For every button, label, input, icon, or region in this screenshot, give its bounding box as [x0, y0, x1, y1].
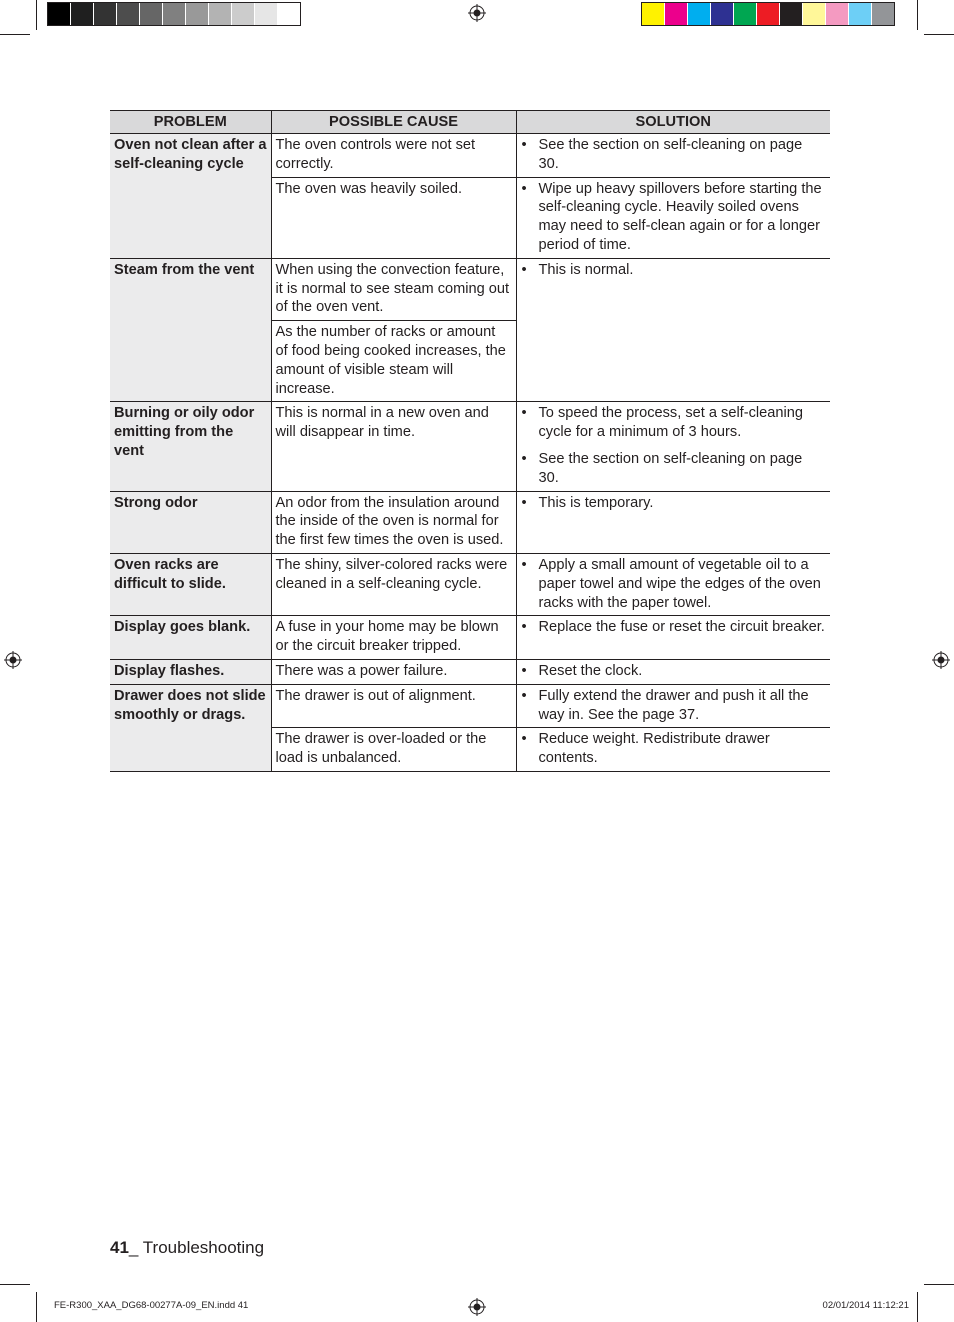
table-row [110, 553, 830, 615]
solution-cell [516, 491, 830, 553]
solution-bullet [521, 494, 827, 513]
registration-mark-icon [932, 651, 950, 669]
solution-text: Wipe up heavy spillovers before starting the self-cleaning cycle. Heavily soiled ovens may need to self-clean again or for a longer period of time. [538, 180, 822, 253]
bullet-icon: • [521, 494, 527, 511]
color-swatch [140, 3, 163, 25]
print-slug-timestamp: 02/01/2014 11:12:21 [822, 1300, 909, 1311]
solution-cell [516, 402, 830, 491]
solution-text: Replace the fuse or reset the circuit breaker. [538, 619, 825, 636]
color-swatch [826, 3, 849, 25]
solution-bullet [521, 404, 827, 442]
table-row [110, 659, 830, 684]
cause-cell: An odor from the insulation around the inside of the oven is normal for the first few times the oven is used. [271, 491, 516, 553]
bullet-icon: • [521, 687, 527, 704]
color-swatch [48, 3, 71, 25]
table-row [110, 616, 830, 660]
solution-bullet [521, 136, 827, 174]
bullet-icon: • [521, 450, 527, 467]
bullet-icon: • [521, 662, 527, 679]
color-swatch [780, 3, 803, 25]
solution-text: See the section on self-cleaning on page 30. [538, 450, 803, 486]
solution-cell [516, 728, 830, 772]
problem-cell: Steam from the vent [110, 258, 271, 402]
solution-cell [516, 553, 830, 615]
cause-cell: The drawer is over-loaded or the load is unbalanced. [271, 728, 516, 772]
solution-bullet [521, 450, 827, 488]
table-row [110, 402, 830, 491]
cause-cell: The oven was heavily soiled. [271, 177, 516, 258]
table-row [110, 684, 830, 728]
crop-mark [917, 0, 918, 30]
color-bar-grayscale [47, 2, 301, 26]
crop-mark [36, 0, 37, 30]
header-problem: PROBLEM [110, 111, 271, 134]
table-row [110, 491, 830, 553]
color-swatch [803, 3, 826, 25]
registration-mark-icon [4, 651, 22, 669]
page-footer [110, 1238, 264, 1258]
table-row [110, 258, 830, 320]
problem-cell: Oven racks are difficult to slide. [110, 553, 271, 615]
color-swatch [734, 3, 757, 25]
cause-cell: As the number of racks or amount of food being cooked increases, the amount of visible steam will increase. [271, 321, 516, 402]
solution-bullet [521, 556, 827, 612]
header-solution: SOLUTION [516, 111, 830, 134]
bullet-icon: • [521, 405, 527, 422]
problem-cell: Display flashes. [110, 659, 271, 684]
solution-text: Fully extend the drawer and push it all the way in. See the page 37. [538, 687, 809, 723]
cause-cell: When using the convection feature, it is normal to see steam coming out of the oven vent. [271, 258, 516, 320]
solution-text: Reset the clock. [538, 662, 643, 679]
color-swatch [665, 3, 688, 25]
section-name: _ Troubleshooting [128, 1238, 265, 1257]
cause-cell: The oven controls were not set correctly. [271, 134, 516, 178]
bullet-icon: • [521, 556, 527, 573]
print-slug-filename: FE-R300_XAA_DG68-00277A-09_EN.indd 41 [54, 1300, 249, 1311]
header-possible-cause: POSSIBLE CAUSE [271, 111, 516, 134]
bullet-icon: • [521, 137, 527, 153]
solution-text: Reduce weight. Redistribute drawer contents. [538, 731, 770, 767]
crop-mark [0, 1284, 30, 1285]
crop-mark [924, 34, 954, 35]
bullet-icon: • [521, 261, 527, 278]
problem-cell: Oven not clean after a self-cleaning cycle [110, 134, 271, 259]
table-row [110, 134, 830, 178]
bullet-icon: • [521, 731, 527, 748]
color-swatch [642, 3, 665, 25]
crop-mark [0, 34, 30, 35]
registration-mark-icon [468, 1298, 486, 1316]
problem-cell: Drawer does not slide smoothly or drags. [110, 684, 271, 771]
solution-text: Apply a small amount of vegetable oil to a paper towel and wipe the edges of the oven racks with the paper towel. [538, 556, 821, 611]
solution-text: To speed the process, set a self-cleaning cycle for a minimum of 3 hours. [538, 405, 803, 441]
solution-bullet [521, 687, 827, 725]
solution-text: This is normal. [538, 261, 634, 278]
color-swatch [163, 3, 186, 25]
color-swatch [232, 3, 255, 25]
color-swatch [688, 3, 711, 25]
color-swatch [209, 3, 232, 25]
solution-bullet [521, 261, 827, 280]
cause-cell: A fuse in your home may be blown or the circuit breaker tripped. [271, 616, 516, 660]
crop-mark [917, 1292, 918, 1322]
solution-text: See the section on self-cleaning on page 30. [538, 137, 803, 172]
solution-bullet [521, 662, 827, 681]
bullet-icon: • [521, 180, 527, 197]
color-swatch [711, 3, 734, 25]
solution-cell [516, 134, 830, 178]
solution-bullet [521, 618, 827, 637]
color-swatch [278, 3, 300, 25]
color-swatch [94, 3, 117, 25]
registration-mark-icon [468, 4, 486, 22]
solution-text: This is temporary. [538, 494, 654, 511]
solution-cell [516, 177, 830, 258]
color-swatch [872, 3, 894, 25]
color-swatch [71, 3, 94, 25]
crop-mark [924, 1284, 954, 1285]
color-swatch [186, 3, 209, 25]
page-number: 41 [110, 1238, 129, 1257]
solution-cell [516, 616, 830, 660]
cause-cell: The drawer is out of alignment. [271, 684, 516, 728]
solution-cell [516, 258, 830, 402]
crop-mark [36, 1292, 37, 1322]
troubleshooting-table [110, 110, 830, 772]
color-swatch [849, 3, 872, 25]
cause-cell: The shiny, silver-colored racks were cleaned in a self-cleaning cycle. [271, 553, 516, 615]
cause-cell: This is normal in a new oven and will disappear in time. [271, 402, 516, 491]
color-swatch [757, 3, 780, 25]
solution-cell [516, 659, 830, 684]
solution-bullet [521, 730, 827, 768]
table-header-row [110, 111, 830, 134]
solution-cell [516, 684, 830, 728]
color-swatch [117, 3, 140, 25]
solution-bullet [521, 180, 827, 255]
color-bar-process [641, 2, 895, 26]
cause-cell: There was a power failure. [271, 659, 516, 684]
color-swatch [255, 3, 278, 25]
bullet-icon: • [521, 619, 527, 636]
problem-cell: Strong odor [110, 491, 271, 553]
problem-cell: Display goes blank. [110, 616, 271, 660]
problem-cell: Burning or oily odor emitting from the vent [110, 402, 271, 491]
